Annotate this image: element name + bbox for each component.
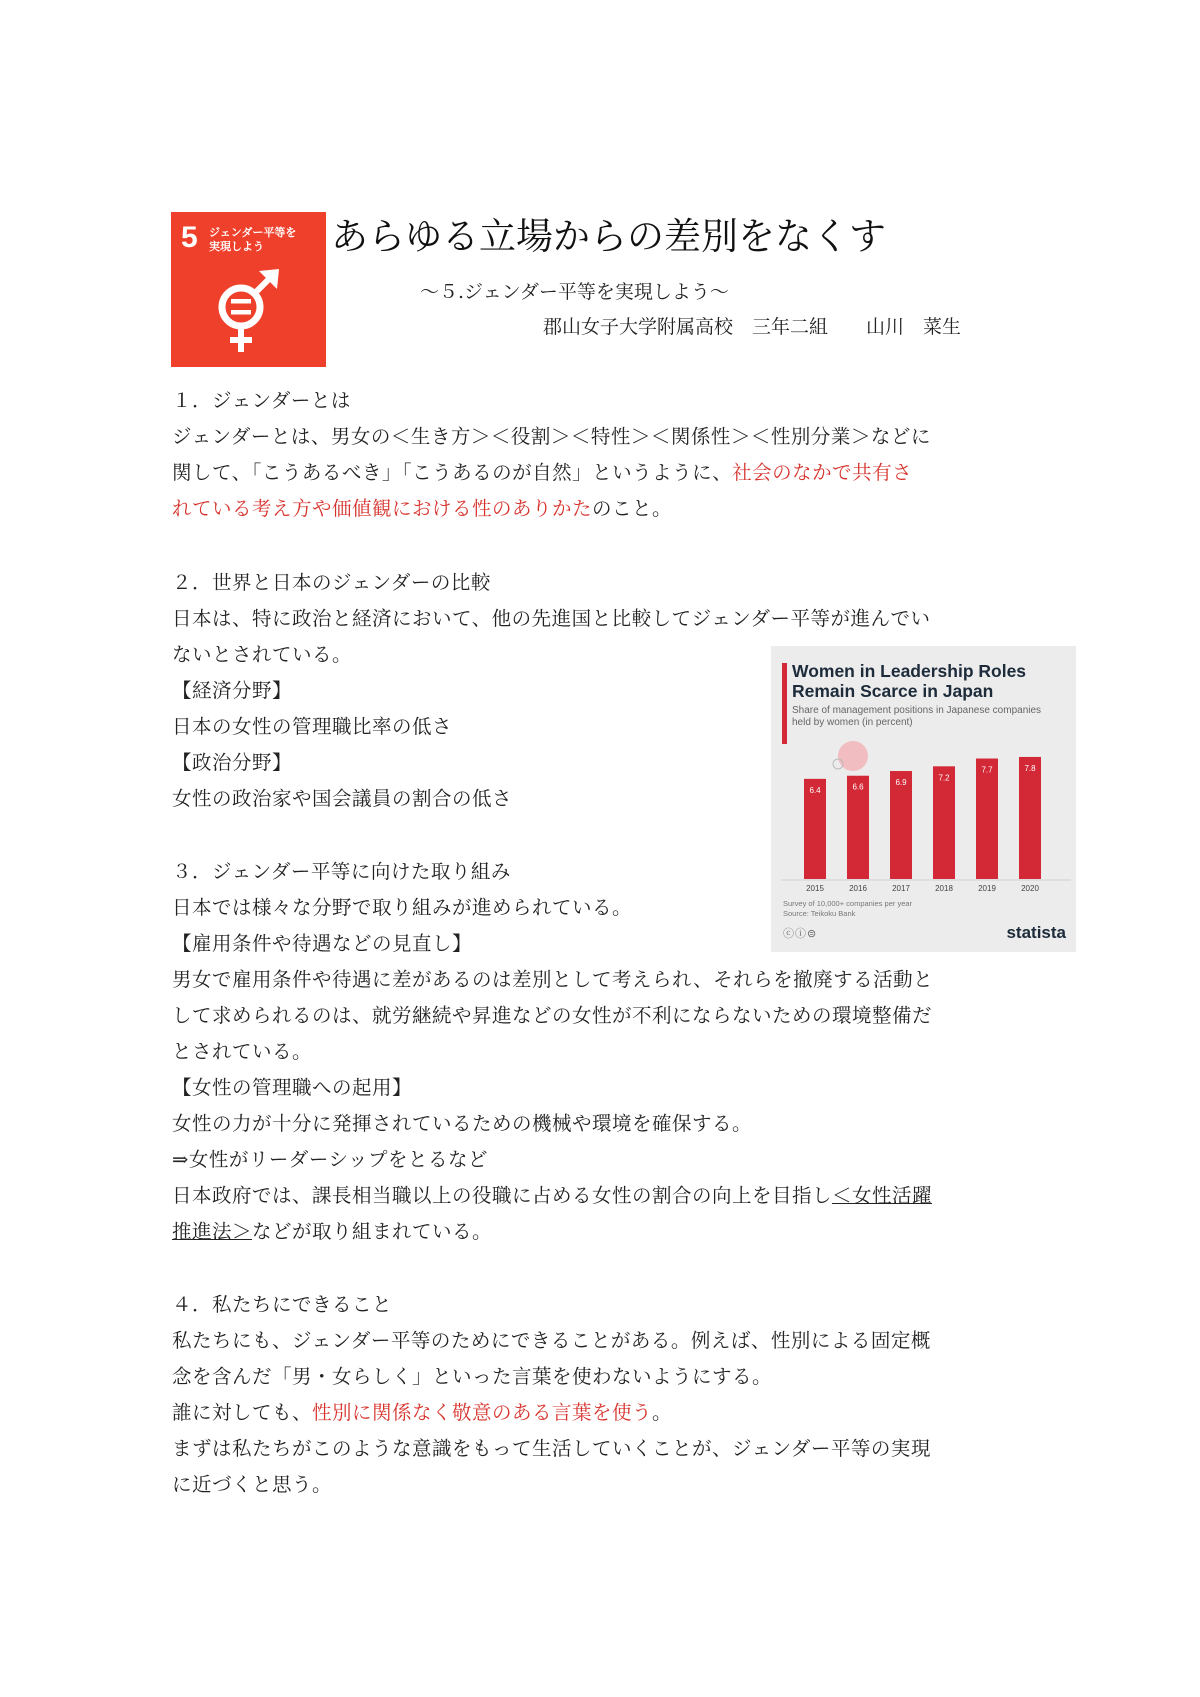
x-tick-label: 2015: [806, 884, 824, 893]
cc-license-icons[interactable]: ⓒⓘ⊜: [783, 928, 818, 940]
bar-2020: [1019, 757, 1041, 879]
text-run: のこと。: [592, 497, 673, 520]
section-4-line: [172, 1398, 672, 1428]
section-2-line: 【経済分野】: [172, 679, 293, 702]
section-2-heading: ２．世界と日本のジェンダーの比較: [172, 571, 491, 594]
bar-value-label: 7.2: [938, 773, 950, 783]
leadership-chart: [771, 646, 1076, 952]
section-3-line: 日本では様々な分野で取り組みが進められている。: [172, 896, 633, 919]
author-line: 郡山女子大学附属高校 三年二組 山川 菜生: [543, 316, 962, 338]
bar-value-label: 6.6: [852, 782, 864, 792]
chart-title: Women in Leadership Roles Remain Scarce in Japan: [792, 661, 1027, 701]
section-3-line: 女性の力が十分に発揮されているための機械や環境を確保する。: [172, 1112, 753, 1135]
chart-plot: [771, 646, 1076, 896]
page-subtitle: ～５.ジェンダー平等を実現しよう～: [420, 281, 729, 303]
text-run: 。: [652, 1401, 673, 1424]
section-4-line: に近づくと思う。: [172, 1473, 333, 1496]
gender-equality-icon: [211, 267, 287, 357]
text-run: などが取り組まれている。: [252, 1220, 493, 1243]
chart-footnote: Survey of 10,000+ companies per year: [783, 899, 913, 908]
section-4-heading: ４．私たちにできること: [172, 1293, 393, 1316]
section-2-line: 【政治分野】: [172, 751, 293, 774]
section-1-line: [172, 458, 912, 488]
highlighted-text: れている考え方や価値観における性のありかた: [172, 497, 593, 520]
section-3-line: [172, 1217, 492, 1247]
sdg-label: ジェンダー平等を 実現しよう: [209, 226, 297, 253]
section-4-line: 念を含んだ「男・女らしく」といった言葉を使わないようにする。: [172, 1365, 773, 1388]
chart-subtitle: Share of management positions in Japanese companies held by women (in percent): [792, 705, 1042, 728]
highlighted-text: 社会のなかで共有さ: [732, 461, 913, 484]
bar-value-label: 6.4: [809, 785, 821, 795]
x-tick-label: 2020: [1021, 884, 1039, 893]
x-tick-label: 2016: [849, 884, 867, 893]
underlined-text: 推進法＞: [172, 1220, 253, 1243]
text-run: 日本政府では、課長相当職以上の役職に占める女性の割合の向上を目指し: [172, 1184, 833, 1207]
page-title: あらゆる立場からの差別をなくす: [331, 215, 886, 258]
section-3-line: 【女性の管理職への起用】: [172, 1076, 413, 1099]
section-4-line: まずは私たちがこのような意識をもって生活していくことが、ジェンダー平等の実現: [172, 1437, 931, 1460]
section-2-line: ないとされている。: [172, 643, 353, 666]
section-1-line: ジェンダーとは、男女の＜生き方＞＜役割＞＜特性＞＜関係性＞＜性別分業＞などに: [172, 425, 931, 448]
sdg-goal-5-logo: [171, 212, 326, 367]
section-4-line: 私たちにも、ジェンダー平等のためにできることがある。例えば、性別による固定概: [172, 1329, 931, 1352]
section-3-line: ⇒女性がリーダーシップをとるなど: [172, 1148, 489, 1171]
bar-2018: [933, 766, 955, 879]
text-run: 誰に対しても、: [172, 1401, 313, 1424]
section-3-line: して求められるのは、就労継続や昇進などの女性が不利にならないための環境整備だ: [172, 1004, 933, 1027]
underlined-text: ＜女性活躍: [832, 1184, 933, 1207]
bar-value-label: 7.8: [1024, 763, 1036, 773]
section-3-line: [172, 1181, 932, 1211]
x-tick-label: 2019: [978, 884, 996, 893]
bar-2017: [890, 771, 912, 879]
section-2-line: 日本の女性の管理職比率の低さ: [172, 715, 453, 738]
section-3-line: 【雇用条件や待遇などの見直し】: [172, 932, 473, 955]
sdg-number: 5: [181, 221, 198, 254]
chart-source: Source: Teikoku Bank: [783, 909, 856, 918]
x-tick-label: 2018: [935, 884, 953, 893]
section-3-line: とされている。: [172, 1040, 313, 1063]
statista-brand[interactable]: statista: [1006, 923, 1066, 942]
section-2-line: 女性の政治家や国会議員の割合の低さ: [172, 787, 513, 810]
section-2-line: 日本は、特に政治と経済において、他の先進国と比較してジェンダー平等が進んでい: [172, 607, 931, 630]
text-run: 関して、「こうあるべき」「こうあるのが自然」というように、: [172, 461, 733, 484]
section-3-heading: ３．ジェンダー平等に向けた取り組み: [172, 860, 511, 883]
section-1-heading: １．ジェンダーとは: [172, 389, 351, 412]
section-3-line: 男女で雇用条件や待遇に差があるのは差別として考えられ、それらを撤廃する活動と: [172, 968, 934, 991]
section-1-line: [172, 494, 672, 524]
bar-value-label: 6.9: [895, 778, 907, 788]
bar-2019: [976, 759, 998, 879]
highlighted-text: 性別に関係なく敬意のある言葉を使う: [312, 1401, 653, 1424]
bar-value-label: 7.7: [981, 765, 993, 775]
x-tick-label: 2017: [892, 884, 910, 893]
